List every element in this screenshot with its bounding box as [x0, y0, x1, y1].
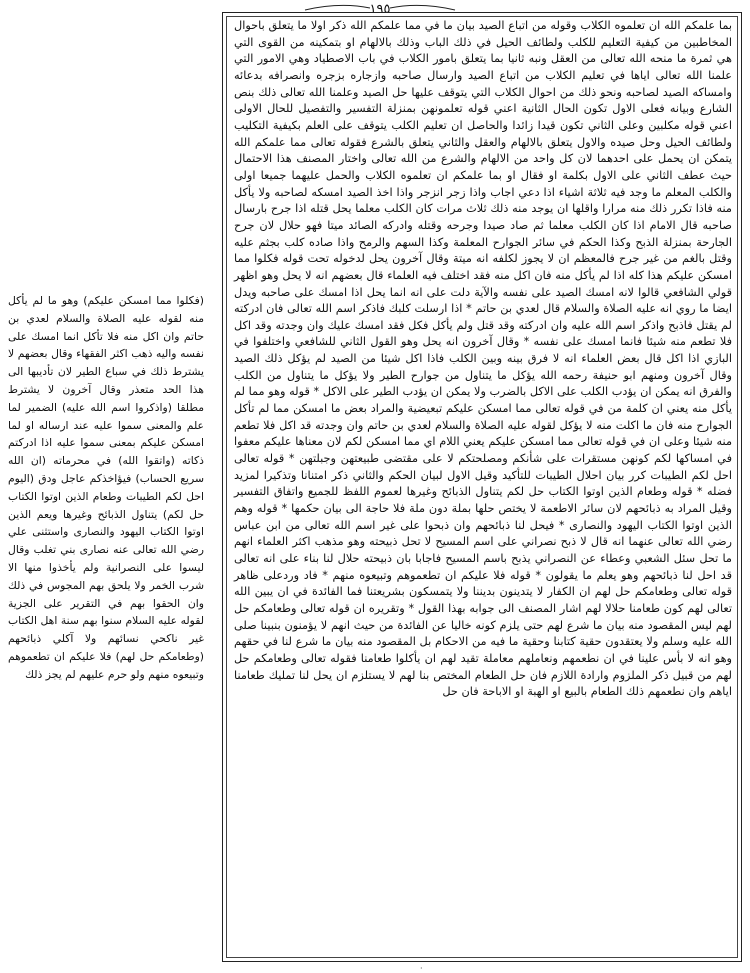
- margin-tafsir-text: (فكلوا مما امسكن عليكم) وهو ما لم يأكل منه لقوله عليه الصلاة والسلام لعدي بن حاتم وان اكل منه فلا تأكل انما امسك على نفسه واليه ذهب اكثر الفقهاء وقال بعضهم لا يشترط ذلك في سباع الطير لان تأديبها الى هذا الحد متعذر وقال آخرون لا يشترط مطلقا (واذكروا اسم الله عليه) الضمير لما علم والمعنى سموا عليه عند ارساله او لما امسكن عليكم بمعنى سموا عليه اذا ادركتم ذكاته (واتقوا الله) في محرماته (ان الله سريع الحساب) فيؤاخذكم عاجل ودق (اليوم احل لكم الطيبات وطعام الذين اوتوا الكتاب حل لكم) يتناول الذبائح وغيرها ويعم الذين اوتوا الكتاب اليهود والنصارى واستثنى علي رضي الله تعالى عنه نصارى بني تغلب وقال ليسوا على النصرانية ولم يأخذوا منها الا شرب الخمر ولا يلحق بهم المجوس في ذلك وان الحقوا بهم في التقرير على الجزية لقوله عليه السلام سنوا بهم سنة اهل الكتاب غير ناكحي نسائهم ولا آكلي ذبائحهم (وطعامكم حل لهم) فلا عليكم ان تطعموهم وتبيعوه منهم ولو حرم عليهم لم يجز ذلك: [8, 294, 204, 681]
- page-number: ١٩٥: [369, 2, 391, 17]
- main-commentary-text: بما علمكم الله ان تعلموه الكلاب وقوله من اتباع الصيد بيان ما في مما علمكم الله ذكر اولا ما يتعلق باحوال المخاطبين من كيفية التعليم للكلب ولطائف الحيل في ذلك الباب وذلك بالالهام او بتمكينه من القوى التي هي ثمرة ما منحه الله تعالى من العقل ونبه ثانيا بما يتعلق بامور الكلاب في باب الاصطياد وهي الامور التي علمنا الله تعالى اياها في تعليم الكلاب من اتباع الصيد وارسال صاحبه وازجاره بزجره وانصرافه بدعائه وامساكه الصيد لصاحبه ونحو ذلك من احوال الكلاب التي يتوقف عليها حل الصيد وعلمنا الله تعالى ذلك بنص الشارع وبيانه فعلى الاول تكون الحال الثانية اعني قوله تعلمونهن بمنزلة التفسير والتفصيل للحال الاولى اعني قوله مكلبين وعلى الثاني تكون قيدا زائدا والحاصل ان تعليم الكلب يتوقف على العلم بكيفية التكليب ولطائف الحيل وحل صيده والاول يتعلق بالالهام والعقل والثاني يتعلق بالشرع فقوله تعالى مما علمكم الله يتمكن ان يحمل على احدهما لان كل واحد من الالهام والشرع من الله تعالى واختار المصنف هذا الاحتمال حيث عطف الثاني على الاول بكلمة او فقال او بما علمكم ان تعلموه الكلاب والحمل عليهما جميعا اولى والكلب المعلم ما وجد فيه ثلاثة اشياء اذا دعي اجاب واذا زجر انزجر واذا اخذ الصيد امسكه لصاحبه ولا يأكل منه فاذا تكرر ذلك منه مرارا واقلها ان يوجد منه ذلك ثلاث مرات كان الكلب معلما يحل قتله اذا جرح بارسال صاحبه قال الامام اذا كان الكلب معلما ثم صاد صيدا وجرحه وقتله وادركه الصائد ميتا فهو حلال لان جرح الجارحة بمنزلة الذبح وكذا الحكم في سائر الجوارح المعلمة وكذا السهم والرمح واذا صاده كلب بجثم عليه وقتل بالغم من غير جرح فالمعظم ان لا يجوز لكلفه انه ميتة وقال آخرون يحل لدخوله تحت قوله فكلوا مما امسكن عليكم هذا كله اذا لم يأكل منه فان اكل منه فقد اختلف فيه العلماء قال بعضهم انه لا يحل وهو اظهر قولي الشافعي قالوا لانه امسك الصيد على نفسه والآية دلت على انه انما يحل اذا امسك على صاحبه ويدل ايضا ما روي انه عليه الصلاة والسلام قال لعدي بن حاتم * اذا ارسلت كلبك فاذكر اسم الله تعالى فان ادركته لم يقتل فاذبح واذكر اسم الله عليه وان ادركته وقد قتل ولم يأكل فكل فقد امسك عليك وان وجدته وقد اكل فلا تطعم منه شيئا فانما امسك على نفسه * وقال آخرون انه يحل وهو القول الثاني للشافعي واختلفوا في البازي اذا اكل قال بعض العلماء انه لا فرق بينه وبين الكلب فاذا اكل شيئا من الصيد لم يؤكل ذلك الصيد وقال آخرون ومنهم ابو حنيفة رحمه الله يؤكل ما يتناول من جوارح الطير ولا يؤكل ما يتناول من الكلب والفرق انه يمكن ان يؤدب الكلب على الاكل بالضرب ولا يمكن ان يؤدب الطير على الاكل * قوله وهو مما لم يأكل منه يعني ان كلمة من في قوله تعالى مما امسكن عليكم تبعيضية والمراد بعض ما امسكن مما لم تأكل الجوارح منه فان ما اكلت منه لا يؤكل لقوله عليه الصلاة والسلام لعدي بن حاتم وان وجدته قد اكل فلا تطعم منه شيئا وعلى ان في قوله تعالى مما امسكن عليكم يعني اللام اي مما امسكن لكم لان معناها عليكم معفوا في امساكها لكم كونهن مستقرات على شأنكم ومصلحتكم لا على مقتضى طبيعتهن وجبلتهن * قوله تعالى احل لكم الطيبات كرر بيان احلال الطيبات للتأكيد وقيل الاول لبيان الحكم والثاني ذكر امتنانا وتذكيرا لمزيد فضله * قوله وطعام الذين اوتوا الكتاب حل لكم يتناول الذبائح وغيرها لعموم اللفظ للجميع واتفاق التفسير وقيل المراد به ذبائحهم لان سائر الاطعمة لا يختص حلها بملة دون ملة فلا حاجة الى بيان حكمها * قوله وهم الذين اوتوا الكتاب اليهود والنصارى * فيحل لنا ذبائحهم وان ذبحوا على غير اسم الله تعالى من ابن عباس رضي الله تعالى عنهما انه قال لا ذبح نصراني على اسم المسيح لا تحل ذبيحته وهو مذهب اكثر العلماء انهم ما تحل سئل الشعبي وعطاء عن النصراني يذبح باسم المسيح فاجابا بان ذبيحته حلال لنا بناء على انه تعالى قد احل لنا ذبائحهم وهو يعلم ما يقولون * قوله فلا عليكم ان تطعموهم وتبيعوه منهم * فاد وردعلى ظاهر قوله تعالى وطعامكم حل لهم ان الكفار لا يتدينون بديننا ولا يتمسكون بشريعتنا فما الفائدة في ان يبين الله تعالى لهم كون طعامنا حلالا لهم اشار المصنف الى جوابه بهذا القول * وتقريره ان قوله تعالى وطعامكم حل لهم ليس المقصود منه بيان ما شرع لهم حتى يلزم كونه خاليا عن الفائدة من حيث انهم لا يؤمنون بنبينا صلى الله عليه وسلم ولا يعتقدون حقية كتابنا وحقية ما فيه من الاحكام بل المقصود منه بيان ما شرع لنا في حقهم وهو انه لا بأس علينا في ان نطعمهم ونعاملهم معاملة تقيد لهم ان يأكلوا طعامنا فقوله تعالى وطعامكم حل لهم من قبيل ذكر الملزوم وارادة اللازم فان حل الطعام المختص بنا لهم لا يستلزم ان يحل لنا تمليك طعامنا اياهم وان نطعمهم ذلك الطعام بالبيع او الهبة او الاباحة فان حل: [234, 19, 732, 699]
- footer-mark: ·: [420, 964, 423, 973]
